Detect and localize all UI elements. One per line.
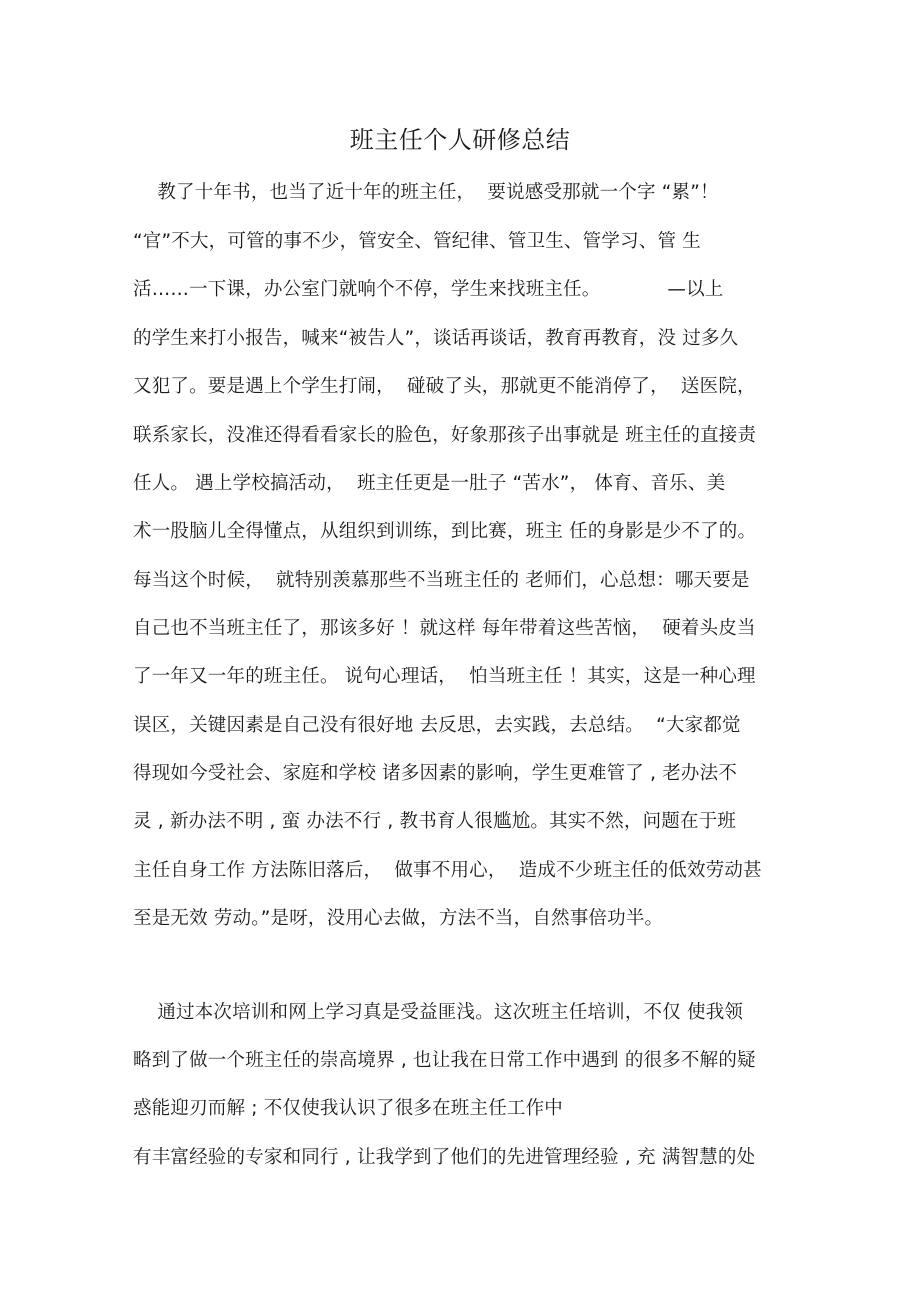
text-line: 每当这个时候， 就特别羡慕那些不当班主任的 老师们，心总想：哪天要是 — [133, 570, 750, 591]
text-line: 又犯了。要是遇上个学生打闹， 碰破了头，那就更不能消停了， 送医院， — [133, 376, 756, 397]
text-line: 通过本次培训和网上学习真是受益匪浅。这次班主任培训，不仅 使我领 — [133, 1002, 744, 1023]
text-line: 的学生来打小报告，喊来“被告人”，谈话再谈话，教育再教育，没 过多久 — [133, 328, 739, 349]
text-line: 活……一下课，办公室门就响个不停，学生来找班主任。 —以上 — [133, 279, 724, 300]
text-line: 至是无效 劳动。”是呀，没用心去做，方法不当，自然事倍功半。 — [133, 908, 664, 929]
document-title: 班主任个人研修总结 — [349, 126, 571, 154]
text-line: 误区，关键因素是自己没有很好地 去反思，去实践，去总结。 “大家都觉 — [133, 715, 741, 736]
text-line: 联系家长，没准还得看看家长的脸色，好象那孩子出事就是 班主任的直接责 — [133, 425, 757, 446]
text-line: 术一股脑儿全得懂点，从组织到训练，到比赛，班主 任的身影是少不了的。 — [133, 521, 757, 542]
text-line: 自己也不当班主任了，那该多好 ！就这样 每年带着这些苦恼， 硬着头皮当 — [133, 618, 756, 639]
text-line: 任人。 遇上学校搞活动， 班主任更是一肚子 “苦水”， 体育、音乐、美 — [133, 473, 726, 494]
text-line: 了一年又一年的班主任。 说句心理话， 怕当班主任 ！其实，这是一种心理 — [133, 666, 756, 687]
text-line: “官”不大，可管的事不少，管安全、管纪律、管卫生、管学习、管 生 — [133, 231, 701, 252]
text-line: 略到了做一个班主任的崇高境界 , 也让我在日常工作中遇到 的很多不解的疑 — [133, 1050, 756, 1071]
text-line: 教了十年书，也当了近十年的班主任， 要说感受那就一个字 “累”！ — [133, 182, 719, 203]
text-line: 灵 , 新办法不明 , 蛮 办法不行 , 教书育人很尴尬。其实不然，问题在于班 — [133, 811, 737, 832]
text-line: 得现如今受社会、家庭和学校 诸多因素的影响，学生更难管了 , 老办法不 — [133, 763, 738, 784]
text-line: 主任自身工作 方法陈旧落后， 做事不用心， 造成不少班主任的低效劳动甚 — [133, 860, 762, 881]
text-line: 惑能迎刃而解 ; 不仅使我认识了很多在班主任工作中 — [133, 1098, 563, 1119]
text-line: 有丰富经验的专家和同行 , 让我学到了他们的先进管理经验 , 充 满智慧的处 — [133, 1147, 756, 1168]
